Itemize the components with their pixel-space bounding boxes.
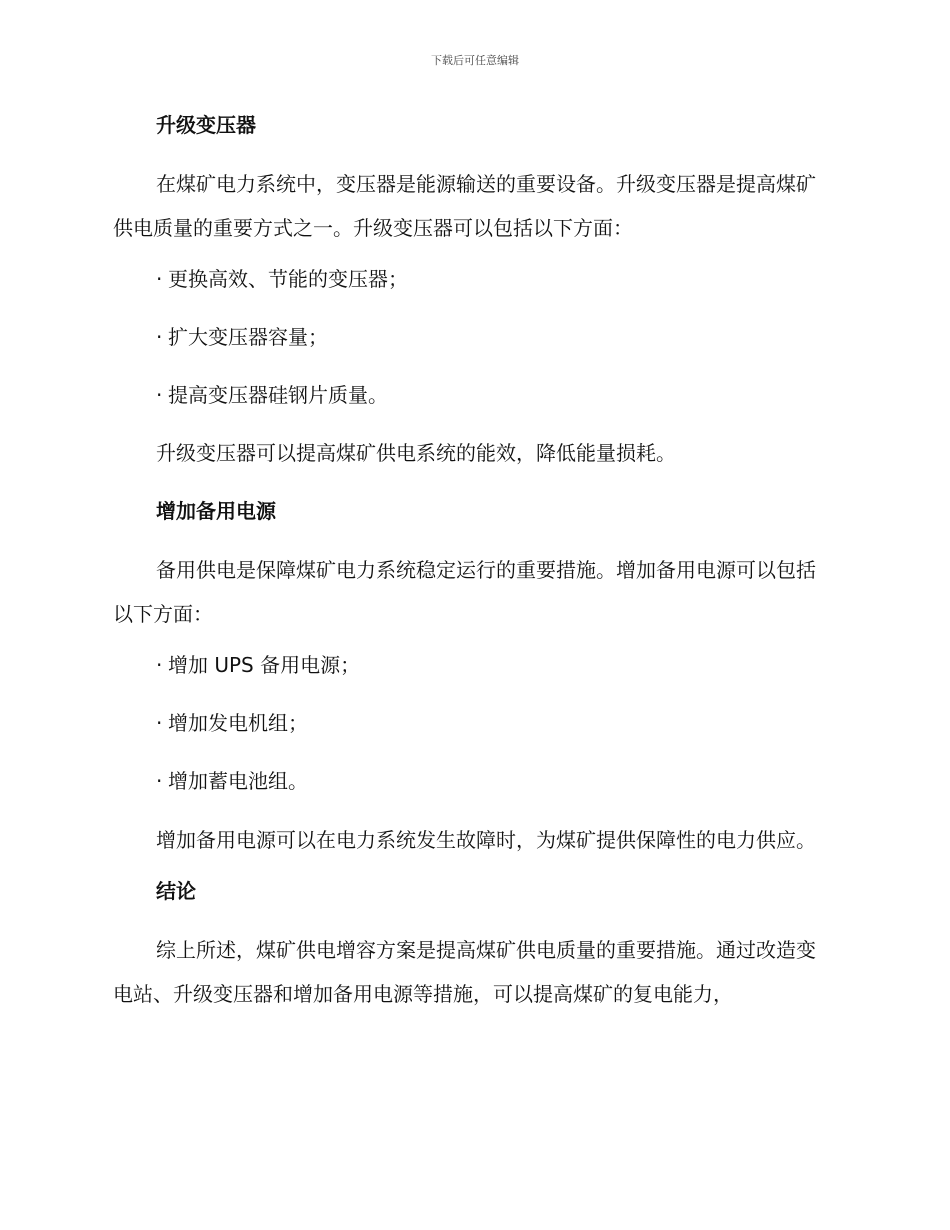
- bullet-icon: ·: [156, 325, 163, 349]
- bullet-icon: ·: [156, 383, 163, 407]
- section-heading-conclusion: 结论: [156, 879, 196, 903]
- list-item-text: 扩大变压器容量；: [168, 325, 328, 349]
- list-item: [113, 708, 833, 738]
- bullet-icon: ·: [156, 267, 163, 291]
- list-item: [113, 322, 833, 352]
- list-item-text: 增加蓄电池组。: [168, 769, 308, 793]
- list-item-text: 增加 UPS 备用电源；: [168, 653, 361, 677]
- list-item: [113, 766, 833, 796]
- page-header: 下载后可任意编辑: [431, 54, 519, 67]
- paragraph: 升级变压器可以提高煤矿供电系统的能效，降低能量损耗。: [156, 441, 676, 465]
- list-item: [113, 650, 833, 680]
- list-item: [113, 380, 833, 410]
- section-heading-backup-power: 增加备用电源: [156, 499, 276, 523]
- bullet-icon: ·: [156, 711, 163, 735]
- list-item-text: 提高变压器硅钢片质量。: [168, 383, 388, 407]
- bullet-icon: ·: [156, 653, 163, 677]
- list-item-text: 增加发电机组；: [168, 711, 308, 735]
- list-item: [113, 264, 833, 294]
- section-heading-upgrade-transformer: 升级变压器: [156, 113, 256, 137]
- paragraph: 备用供电是保障煤矿电力系统稳定运行的重要措施。增加备用电源可以包括以下方面：: [113, 558, 816, 626]
- paragraph: 在煤矿电力系统中，变压器是能源输送的重要设备。升级变压器是提高煤矿供电质量的重要方式之一。升级变压器可以包括以下方面：: [113, 172, 816, 240]
- paragraph: 综上所述，煤矿供电增容方案是提高煤矿供电质量的重要措施。通过改造变电站、升级变压器和增加备用电源等措施，可以提高煤矿的复电能力，: [113, 938, 816, 1006]
- document-body: [113, 110, 833, 1030]
- paragraph: 增加备用电源可以在电力系统发生故障时，为煤矿提供保障性的电力供应。: [156, 828, 816, 852]
- bullet-icon: ·: [156, 769, 163, 793]
- list-item-text: 更换高效、节能的变压器；: [168, 267, 408, 291]
